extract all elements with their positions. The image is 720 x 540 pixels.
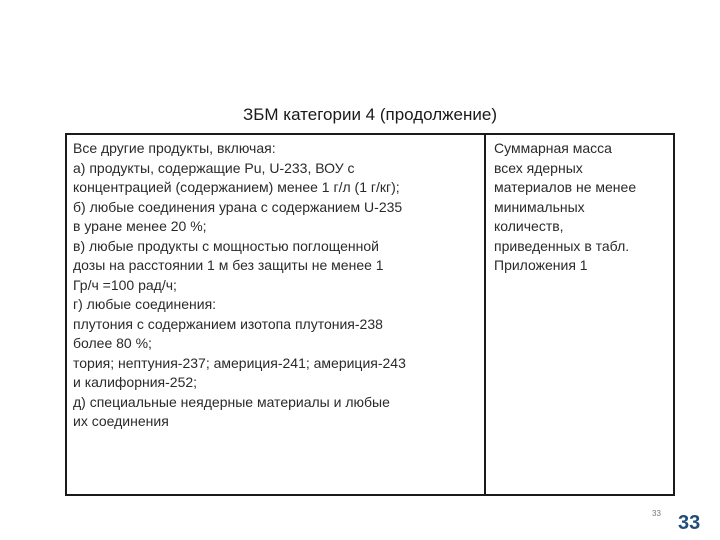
text-line: количеств, (494, 218, 564, 234)
text-line: Приложения 1 (494, 257, 588, 273)
page-number: 33 (678, 512, 701, 534)
text-line: г) любые соединения: (73, 296, 217, 312)
slide-title: ЗБМ категории 4 (продолжение) (242, 105, 498, 124)
text-line: и калифорния-252; (73, 374, 198, 390)
page-number-small: 33 (652, 509, 661, 518)
text-line: в уране менее 20 %; (73, 218, 207, 234)
text-line: б) любые соединения урана с содержанием U-235 (73, 198, 403, 215)
text-line: приведенных в табл. (494, 237, 630, 254)
text-line: более 80 %; (73, 335, 152, 351)
text-line: Суммарная масса (494, 140, 612, 156)
text-line: всех ядерных (494, 159, 583, 176)
text-line: Гр/ч =100 рад/ч; (73, 276, 177, 293)
text-line: плутония с содержанием изотопа плутония-238 (73, 315, 383, 332)
products-cell (67, 135, 486, 494)
text-line: дозы на расстоянии 1 м без защиты не менее 1 (73, 257, 384, 273)
total-mass-cell (486, 135, 673, 494)
text-line: их соединения (73, 413, 169, 429)
text-line: Все другие продукты, включая: (73, 140, 276, 156)
text-line: концентрацией (содержанием) менее 1 г/л (1 г/кг); (73, 179, 400, 195)
text-line: тория; нептуния-237; америция-241; америция-243 (73, 354, 406, 371)
text-line: д) специальные неядерные материалы и любые (73, 393, 390, 410)
text-line: а) продукты, содержащие Pu, U-233, ВОУ с (73, 159, 355, 176)
text-line: материалов не менее (494, 179, 637, 195)
text-line: минимальных (494, 198, 585, 215)
content-table (65, 133, 675, 496)
text-line: в) любые продукты с мощностью поглощенной (73, 237, 380, 254)
